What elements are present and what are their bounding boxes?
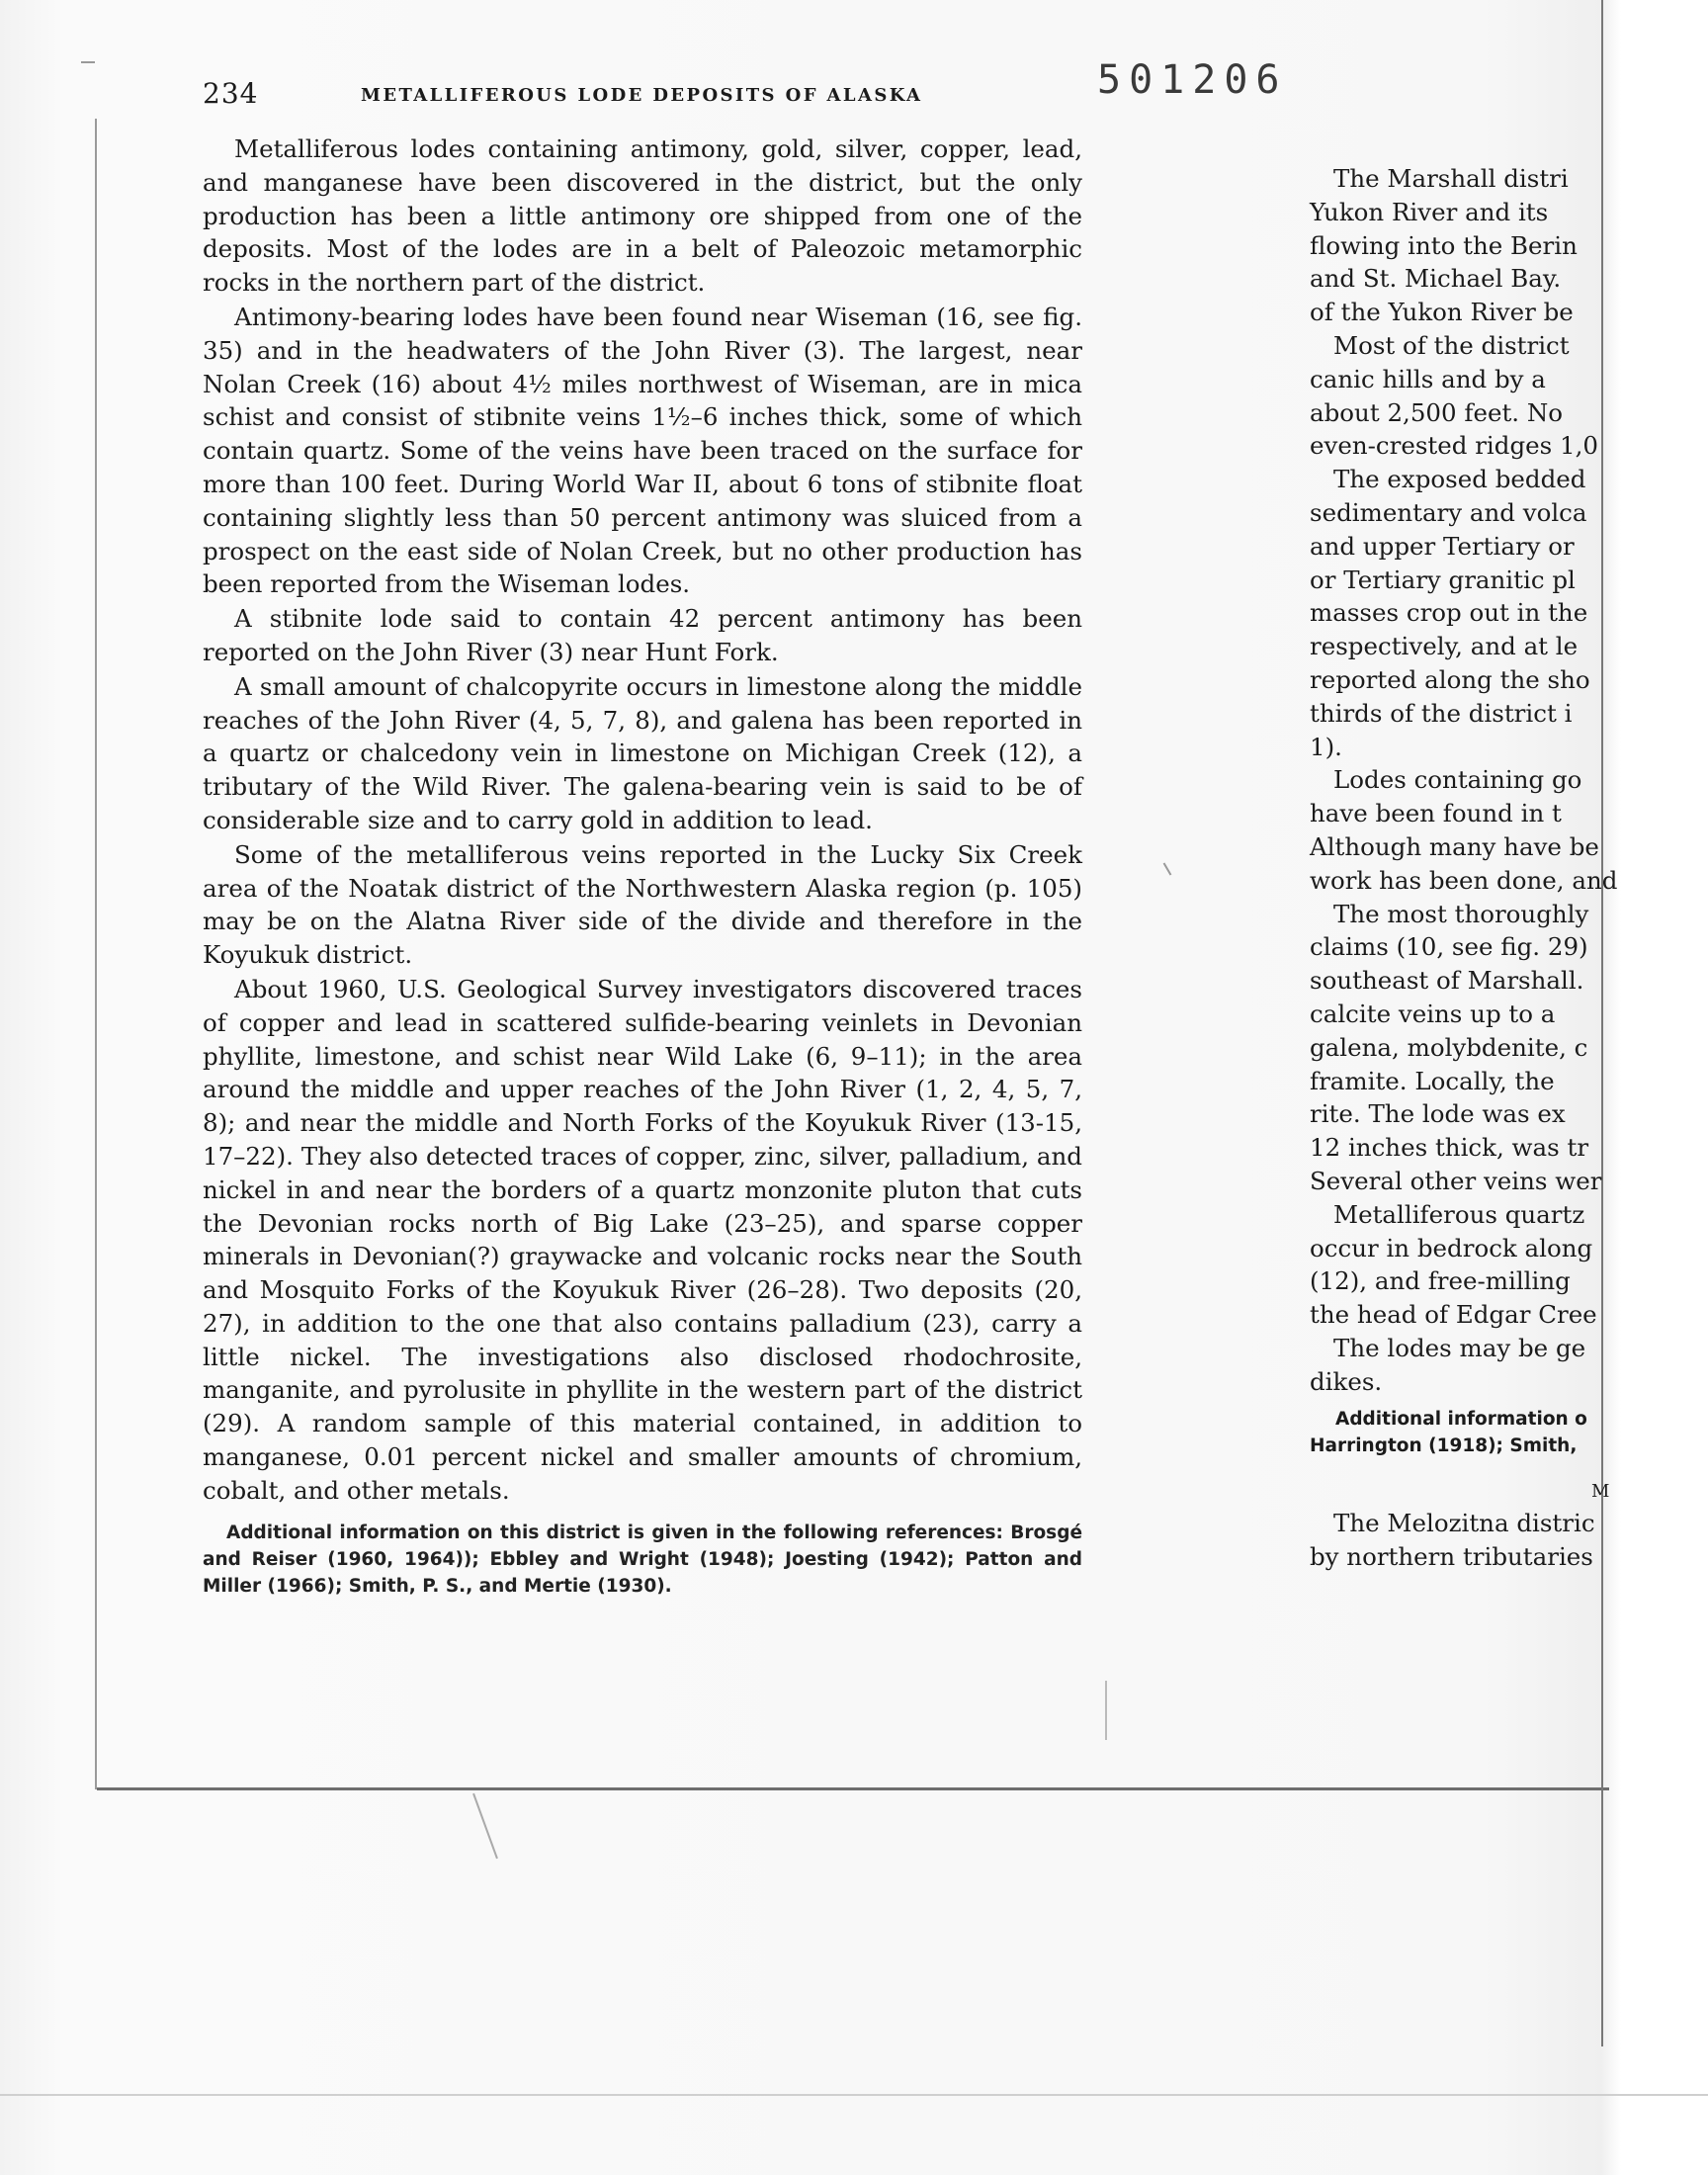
text-line: rite. The lode was ex bbox=[1310, 1099, 1566, 1129]
text-line: masses crop out in the bbox=[1310, 598, 1588, 628]
adjacent-page-column bbox=[1310, 162, 1618, 1574]
paragraph: A stibnite lode said to contain 42 percent antimony has been reported on the John River (3) near Hunt Fork. bbox=[203, 604, 1082, 666]
paragraph: Metalliferous lodes containing antimony, gold, silver, copper, lead, and manganese have been discovered in the district, but the only production has been a little antimony ore shipped from one of the deposits. Most of the lodes are in a belt of Paleozoic metamorphic rocks in the northern part of the district. bbox=[203, 134, 1082, 298]
text-line: have been found in t bbox=[1310, 799, 1562, 828]
text-line: The Melozitna distric bbox=[1333, 1509, 1595, 1538]
text-line: Several other veins wer bbox=[1310, 1166, 1602, 1195]
text-line: 1). bbox=[1310, 732, 1342, 761]
paragraph: Some of the metalliferous veins reported in the Lucky Six Creek area of the Noatak district of the Northwestern Alaska region (p. 105) may be on the Alatna River side of the divide and therefore in the Koyukuk district. bbox=[203, 839, 1082, 970]
text-line: The lodes may be ge bbox=[1333, 1333, 1586, 1362]
text-line: southeast of Marshall. bbox=[1310, 966, 1584, 996]
text-line: The Marshall distri bbox=[1333, 164, 1569, 193]
text-line: work has been done, and bbox=[1310, 865, 1618, 895]
text-line: Yukon River and its bbox=[1310, 197, 1549, 226]
text-line: and St. Michael Bay. bbox=[1310, 264, 1562, 294]
text-line: sedimentary and volca bbox=[1310, 497, 1587, 527]
text-line: Metalliferous quartz bbox=[1333, 1199, 1585, 1229]
text-line: about 2,500 feet. No bbox=[1310, 397, 1564, 427]
references-note: Additional information on this district is given in the following references: Brosgé and Reiser (1960, 1964)); Ebbley and Wright (1948); Joesting (1942); Patton and Miller (1966); Smith, P. S., and Mertie (1930). bbox=[203, 1522, 1082, 1597]
text-line: the head of Edgar Cree bbox=[1310, 1300, 1597, 1330]
reference-line: Additional information o bbox=[1335, 1409, 1587, 1431]
text-line: even-crested ridges 1,0 bbox=[1310, 431, 1598, 461]
running-title: METALLIFEROUS LODE DEPOSITS OF ALASKA bbox=[361, 85, 923, 106]
scan-mark bbox=[1105, 1681, 1107, 1740]
paragraph: About 1960, U.S. Geological Survey investigators discovered traces of copper and lead in scattered sulfide-bearing veinlets in Devonian phyllite, limestone, and schist near Wild Lake (6, 9–11); in the area around the middle and upper reaches of the John River (1, 2, 4, 5, 7, 8); and near the middle and North Forks of the Koyukuk River (13-15, 17–22). They also detected traces of copper, zinc, silver, palladium, and nickel in and near the borders of a quartz monzonite pluton that cuts the Devonian rocks north of Big Lake (23–25), and sparse copper minerals in Devonian(?) graywacke and volcanic rocks near the South and Mosquito Forks of the Koyukuk River (26–28). Two deposits (20, 27), in addition to the one that also contains palladium (23), carry a little nickel. The investigations also disclosed rhodochrosite, manganite, and pyrolusite in phyllite in the western part of the district (29). A random sample of this material contained, in addition to manganese, 0.01 percent nickel and smaller amounts of chromium, cobalt, and other metals. bbox=[203, 974, 1082, 1505]
text-line: The most thoroughly bbox=[1333, 899, 1589, 928]
text-line: claims (10, see fig. 29) bbox=[1310, 932, 1588, 962]
text-line: by northern tributaries bbox=[1310, 1542, 1593, 1572]
text-line: Lodes containing go bbox=[1333, 765, 1582, 795]
text-line: galena, molybdenite, c bbox=[1310, 1032, 1588, 1062]
main-column bbox=[203, 132, 1082, 1600]
reference-line: Harrington (1918); Smith, bbox=[1310, 1436, 1578, 1457]
text-line: Although many have be bbox=[1310, 831, 1599, 861]
page-border-left bbox=[95, 119, 97, 1789]
paragraph: A small amount of chalcopyrite occurs in limestone along the middle reaches of the John River (4, 5, 7, 8), and galena has been reported in a quartz or chalcedony vein in limestone on Michigan Creek (12), a tributary of the Wild River. The galena-bearing vein is said to be of considerable size and to carry gold in addition to lead. bbox=[203, 671, 1082, 834]
text-line: framite. Locally, the bbox=[1310, 1066, 1555, 1095]
text-line: and upper Tertiary or bbox=[1310, 531, 1575, 561]
text-line: occur in bedrock along bbox=[1310, 1233, 1593, 1262]
sheet-bottom-edge bbox=[0, 2094, 1708, 2096]
page-number: 234 bbox=[203, 77, 259, 110]
text-line: canic hills and by a bbox=[1310, 364, 1546, 393]
text-line: or Tertiary granitic pl bbox=[1310, 565, 1576, 594]
paragraph: Antimony-bearing lodes have been found near Wiseman (16, see fig. 35) and in the headwaters of the John River (3). The largest, near Nolan Creek (16) about 4½ miles northwest of Wiseman, are in mica schist and consist of stibnite veins 1½–6 inches thick, some of which contain quartz. Some of the veins have been traced on the surface for more than 100 feet. During World War II, about 6 tons of stibnite float containing slightly less than 50 percent antimony was sluiced from a prospect on the east side of Nolan Creek, but no other production has been reported from the Wiseman lodes. bbox=[203, 302, 1082, 599]
scan-mark bbox=[81, 61, 95, 63]
text-line: 12 inches thick, was tr bbox=[1310, 1133, 1589, 1163]
text-line: thirds of the district i bbox=[1310, 698, 1573, 728]
text-line: of the Yukon River be bbox=[1310, 298, 1574, 327]
text-line: dikes. bbox=[1310, 1366, 1383, 1396]
section-heading-fragment: M bbox=[1591, 1481, 1610, 1503]
text-line: The exposed bedded bbox=[1333, 465, 1586, 494]
text-line: calcite veins up to a bbox=[1310, 999, 1556, 1028]
page-header bbox=[203, 57, 1288, 117]
text-line: reported along the sho bbox=[1310, 664, 1590, 694]
text-line: Most of the district bbox=[1333, 330, 1570, 360]
text-line: (12), and free-milling bbox=[1310, 1266, 1571, 1296]
text-line: respectively, and at le bbox=[1310, 632, 1579, 661]
stamp-number: 501206 bbox=[1097, 57, 1288, 103]
text-line: flowing into the Berin bbox=[1310, 230, 1578, 260]
page-border-bottom bbox=[97, 1787, 1609, 1790]
